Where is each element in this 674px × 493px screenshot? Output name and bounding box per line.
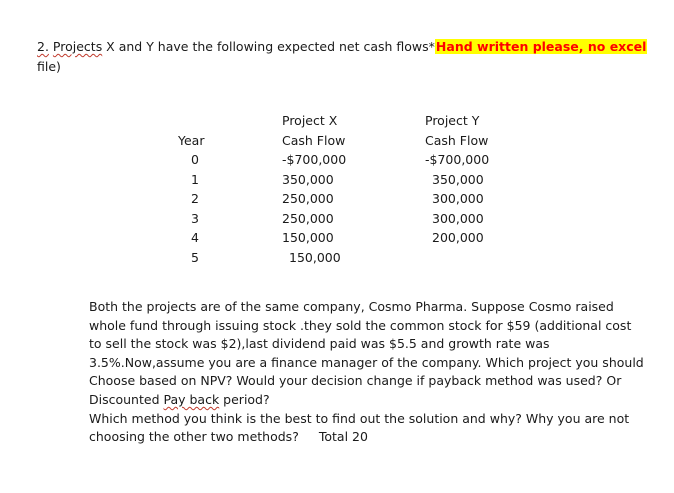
body-text: choosing the other two methods? — [89, 429, 299, 445]
question-line-2: file) — [37, 59, 61, 74]
year-column — [191, 150, 199, 268]
project-y-cell: -$700,000 — [425, 152, 490, 167]
project-x-header: Project X — [282, 113, 338, 128]
project-y-header: Project Y — [425, 113, 480, 128]
project-x-cell: 150,000 — [282, 230, 334, 246]
question-number: 2. — [37, 39, 49, 54]
year-cell: 3 — [191, 210, 199, 226]
total-marks: Total 20 — [318, 429, 368, 445]
project-y-cell: 300,000 — [432, 191, 484, 207]
body-line: Both the projects are of the same company, Cosmo Pharma. Suppose Cosmo raised — [89, 299, 614, 314]
year-cell: 0 — [191, 152, 199, 167]
body-line: 3.5%.Now,assume you are a finance manager of the company. Which project you should — [89, 354, 644, 370]
year-cell: 4 — [191, 230, 199, 246]
question-line-1 — [37, 37, 647, 56]
question-body — [89, 298, 664, 447]
body-text: Discounted — [89, 391, 164, 407]
project-x-cell: 250,000 — [282, 191, 334, 207]
body-line: Which method you think is the best to find out the solution and why? Why you are not — [89, 410, 630, 426]
handwritten-highlight: Hand written please, no excel — [435, 39, 647, 54]
year-cell: 2 — [191, 191, 199, 207]
project-y-cell: 300,000 — [432, 210, 484, 226]
body-text: period? — [219, 391, 270, 407]
project-y-cashflow-header: Cash Flow — [425, 133, 489, 148]
project-x-cell: -$700,000 — [282, 152, 347, 167]
project-y-cell: 200,000 — [432, 230, 484, 246]
body-line: whole fund through issuing stock .they sold the common stock for $59 (additional cost — [89, 317, 632, 333]
project-x-cell: 250,000 — [282, 210, 334, 226]
year-cell: 1 — [191, 171, 199, 187]
body-line: Choose based on NPV? Would your decision change if payback method was used? Or — [89, 373, 622, 389]
project-x-cashflow-header: Cash Flow — [282, 133, 346, 148]
project-x-column — [282, 150, 346, 268]
body-line: to sell the stock was $2),last dividend paid was $5.5 and growth rate was — [89, 336, 550, 352]
project-y-column — [425, 150, 489, 248]
year-cell: 5 — [191, 249, 199, 265]
question-intro: X and Y have the following expected net cash flows* — [102, 39, 435, 54]
question-lead: Projects — [52, 39, 103, 54]
year-header: Year — [178, 133, 205, 148]
payback-term: Pay back — [163, 391, 220, 407]
project-x-cell: 150,000 — [289, 249, 341, 265]
body-line — [89, 428, 664, 447]
project-y-cell: 350,000 — [432, 171, 484, 187]
body-line — [89, 391, 664, 410]
project-x-cell: 350,000 — [282, 171, 334, 187]
